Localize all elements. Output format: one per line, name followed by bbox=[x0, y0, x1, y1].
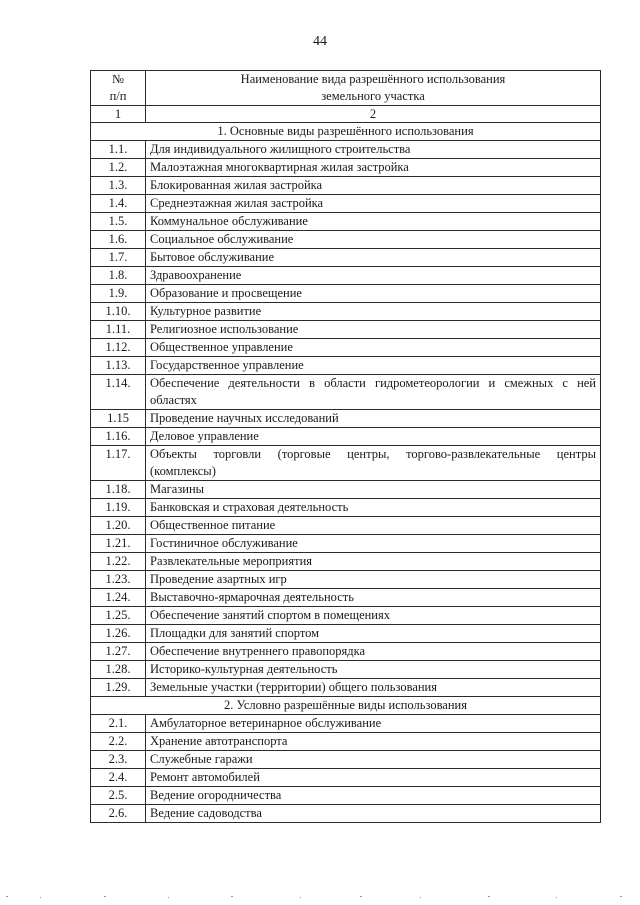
row-number: 2.1. bbox=[91, 715, 146, 733]
row-number: 1.21. bbox=[91, 535, 146, 553]
row-use-name: Ведение садоводства bbox=[146, 805, 601, 823]
row-use-name: Общественное управление bbox=[146, 339, 601, 357]
table-header-row bbox=[91, 71, 601, 106]
table-row bbox=[91, 410, 601, 428]
row-number: 1.26. bbox=[91, 625, 146, 643]
row-use-name: Обеспечение деятельности в области гидрометеорологии и смежных с ней областях bbox=[146, 375, 601, 410]
row-use-name: Блокированная жилая застройка bbox=[146, 177, 601, 195]
table-row bbox=[91, 517, 601, 535]
row-number: 1.17. bbox=[91, 446, 146, 481]
row-use-name: Амбулаторное ветеринарное обслуживание bbox=[146, 715, 601, 733]
table-row bbox=[91, 339, 601, 357]
row-number: 1.16. bbox=[91, 428, 146, 446]
row-number: 1.14. bbox=[91, 375, 146, 410]
table-row bbox=[91, 159, 601, 177]
row-number: 1.7. bbox=[91, 249, 146, 267]
row-use-name: Проведение азартных игр bbox=[146, 571, 601, 589]
table-row bbox=[91, 428, 601, 446]
table-row bbox=[91, 141, 601, 159]
row-number: 2.4. bbox=[91, 769, 146, 787]
row-number: 2.2. bbox=[91, 733, 146, 751]
table-row bbox=[91, 213, 601, 231]
row-use-name: Служебные гаражи bbox=[146, 751, 601, 769]
row-use-name: Ведение огородничества bbox=[146, 787, 601, 805]
table-row bbox=[91, 375, 601, 410]
row-use-name: Среднеэтажная жилая застройка bbox=[146, 195, 601, 213]
column-number-row bbox=[91, 106, 601, 123]
row-number: 1.10. bbox=[91, 303, 146, 321]
row-number: 1.6. bbox=[91, 231, 146, 249]
row-number: 1.24. bbox=[91, 589, 146, 607]
row-number: 1.2. bbox=[91, 159, 146, 177]
table-row bbox=[91, 195, 601, 213]
row-number: 1.25. bbox=[91, 607, 146, 625]
table-row bbox=[91, 769, 601, 787]
table-row bbox=[91, 285, 601, 303]
row-number: 1.11. bbox=[91, 321, 146, 339]
header-number-cell bbox=[91, 71, 146, 106]
table-row bbox=[91, 249, 601, 267]
table-row bbox=[91, 787, 601, 805]
header-number-abbr: п/п bbox=[109, 89, 127, 103]
row-use-name: Для индивидуального жилищного строительства bbox=[146, 141, 601, 159]
row-use-name: Образование и просвещение bbox=[146, 285, 601, 303]
header-name-cell bbox=[146, 71, 601, 106]
row-use-name: Гостиничное обслуживание bbox=[146, 535, 601, 553]
row-number: 1.1. bbox=[91, 141, 146, 159]
row-number: 1.4. bbox=[91, 195, 146, 213]
section-header-row bbox=[91, 123, 601, 141]
table-row bbox=[91, 589, 601, 607]
table-row bbox=[91, 535, 601, 553]
row-number: 1.20. bbox=[91, 517, 146, 535]
row-number: 1.12. bbox=[91, 339, 146, 357]
header-name-line2: земельного участка bbox=[321, 89, 425, 103]
row-use-name: Государственное управление bbox=[146, 357, 601, 375]
table-body bbox=[91, 123, 601, 823]
column-number-2: 2 bbox=[146, 106, 601, 123]
section-title: 2. Условно разрешённые виды использования bbox=[91, 697, 601, 715]
row-number: 1.5. bbox=[91, 213, 146, 231]
section-header-row bbox=[91, 697, 601, 715]
row-number: 1.22. bbox=[91, 553, 146, 571]
row-use-name: Историко-культурная деятельность bbox=[146, 661, 601, 679]
row-number: 1.23. bbox=[91, 571, 146, 589]
table-row bbox=[91, 805, 601, 823]
row-use-name: Магазины bbox=[146, 481, 601, 499]
row-number: 1.15 bbox=[91, 410, 146, 428]
row-number: 1.9. bbox=[91, 285, 146, 303]
row-use-name: Социальное обслуживание bbox=[146, 231, 601, 249]
row-number: 1.27. bbox=[91, 643, 146, 661]
header-number-symbol: № bbox=[112, 72, 124, 86]
table-row bbox=[91, 607, 601, 625]
row-use-name: Малоэтажная многоквартирная жилая застройка bbox=[146, 159, 601, 177]
table-row bbox=[91, 625, 601, 643]
row-use-name: Обеспечение занятий спортом в помещениях bbox=[146, 607, 601, 625]
table-row bbox=[91, 177, 601, 195]
table-row bbox=[91, 499, 601, 517]
row-use-name: Религиозное использование bbox=[146, 321, 601, 339]
row-use-name: Хранение автотранспорта bbox=[146, 733, 601, 751]
section-title: 1. Основные виды разрешённого использования bbox=[91, 123, 601, 141]
row-use-name: Общественное питание bbox=[146, 517, 601, 535]
table-row bbox=[91, 571, 601, 589]
scan-edge-specks bbox=[0, 895, 640, 899]
table-row bbox=[91, 643, 601, 661]
row-number: 1.29. bbox=[91, 679, 146, 697]
row-use-name: Ремонт автомобилей bbox=[146, 769, 601, 787]
row-use-name: Проведение научных исследований bbox=[146, 410, 601, 428]
row-number: 1.18. bbox=[91, 481, 146, 499]
row-use-name: Объекты торговли (торговые центры, торгово-развлекательные центры (комплексы) bbox=[146, 446, 601, 481]
table-row bbox=[91, 715, 601, 733]
row-use-name: Культурное развитие bbox=[146, 303, 601, 321]
row-number: 1.19. bbox=[91, 499, 146, 517]
row-number: 2.6. bbox=[91, 805, 146, 823]
table-row bbox=[91, 267, 601, 285]
row-use-name: Земельные участки (территории) общего пользования bbox=[146, 679, 601, 697]
row-use-name: Развлекательные мероприятия bbox=[146, 553, 601, 571]
row-use-name: Банковская и страховая деятельность bbox=[146, 499, 601, 517]
row-use-name: Деловое управление bbox=[146, 428, 601, 446]
row-use-name: Здравоохранение bbox=[146, 267, 601, 285]
table-row bbox=[91, 357, 601, 375]
land-use-table bbox=[90, 70, 601, 823]
row-use-name: Площадки для занятий спортом bbox=[146, 625, 601, 643]
table-row bbox=[91, 321, 601, 339]
row-use-name: Обеспечение внутреннего правопорядка bbox=[146, 643, 601, 661]
header-name-line1: Наименование вида разрешённого использования bbox=[240, 72, 506, 86]
row-number: 1.13. bbox=[91, 357, 146, 375]
row-use-name: Бытовое обслуживание bbox=[146, 249, 601, 267]
table-row bbox=[91, 661, 601, 679]
table-row bbox=[91, 446, 601, 481]
row-number: 1.3. bbox=[91, 177, 146, 195]
table-row bbox=[91, 481, 601, 499]
table-row bbox=[91, 303, 601, 321]
row-use-name: Коммунальное обслуживание bbox=[146, 213, 601, 231]
table-row bbox=[91, 679, 601, 697]
table-row bbox=[91, 733, 601, 751]
page-number: 44 bbox=[313, 34, 327, 49]
row-number: 2.3. bbox=[91, 751, 146, 769]
row-number: 1.28. bbox=[91, 661, 146, 679]
row-number: 1.8. bbox=[91, 267, 146, 285]
row-number: 2.5. bbox=[91, 787, 146, 805]
table-row bbox=[91, 553, 601, 571]
table-row bbox=[91, 751, 601, 769]
table-row bbox=[91, 231, 601, 249]
row-use-name: Выставочно-ярмарочная деятельность bbox=[146, 589, 601, 607]
column-number-1: 1 bbox=[91, 106, 146, 123]
